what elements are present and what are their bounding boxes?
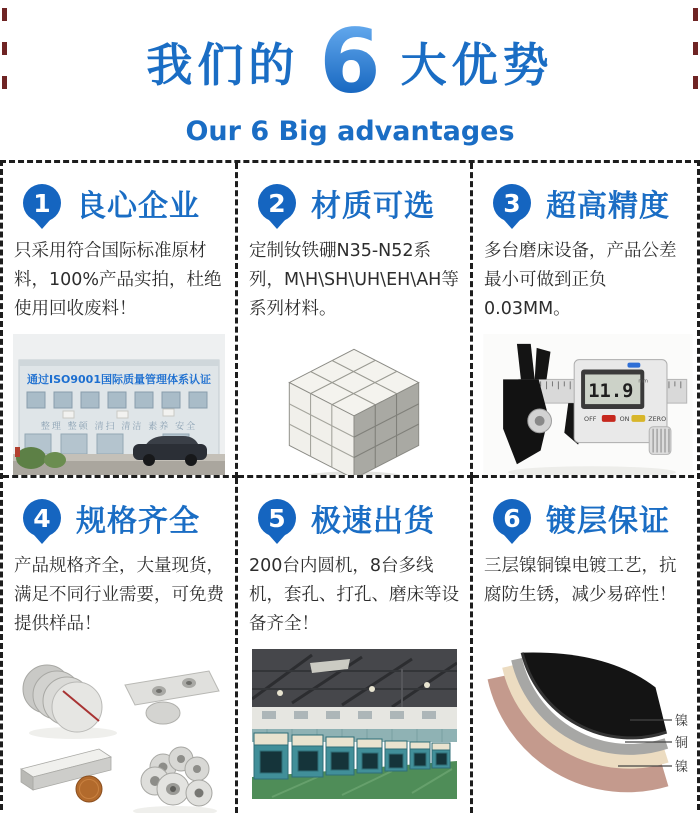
number-badge: 6 [493, 499, 531, 537]
corner-dash-mark [2, 8, 7, 21]
card-body-text: 定制钕铁硼N35-N52系列，M\H\SH\UH\EH\AH等系列材料。 [249, 241, 459, 320]
card-title: 良心企业 [76, 189, 200, 224]
card-material-options [238, 163, 473, 478]
layer-label-copper: 铜 [675, 736, 689, 752]
factory-building-image [11, 334, 227, 478]
caliper-zero-label: ZERO [648, 415, 667, 424]
card-high-precision [473, 163, 700, 478]
card-title: 极速出货 [311, 504, 435, 539]
iso-sign-text: 通过ISO9001国际质量管理体系认证 [27, 373, 211, 387]
card-title: 材质可选 [311, 189, 435, 224]
number-badge: 4 [23, 499, 61, 537]
card-coating-guarantee [473, 478, 700, 813]
card-body-text: 多台磨床设备，产品公差最小可做到正负0.03MM。 [484, 241, 677, 320]
corner-dash-mark [693, 8, 698, 21]
coating-layers-image [481, 620, 695, 804]
caliper-on-label: ON [619, 415, 630, 424]
digital-caliper-image [481, 334, 695, 478]
card-title: 镀层保证 [546, 504, 670, 539]
number-badge: 2 [258, 184, 296, 222]
page-header [0, 0, 700, 160]
card-header [23, 496, 227, 540]
coating-layers-illustration [482, 620, 694, 804]
title-suffix: 大优势 [400, 38, 554, 92]
factory-building-illustration [13, 334, 225, 478]
corner-dash-mark [693, 76, 698, 89]
card-fast-shipping [238, 478, 473, 813]
number-badge: 1 [23, 184, 61, 222]
workshop-machines-illustration [252, 649, 457, 799]
magnet-products-image [11, 649, 227, 813]
cube-magnets-illustration [256, 334, 452, 478]
card-body-text: 产品规格齐全，大量现货，满足不同行业需要，可免费提供样品！ [14, 556, 224, 635]
caliper-unit-label: mm [638, 378, 648, 385]
cube-magnets-image [246, 334, 462, 478]
number-badge: 3 [493, 184, 531, 222]
caliper-lcd-reading: 11.9 [588, 381, 634, 403]
card-title: 规格齐全 [76, 504, 200, 539]
magnet-products-illustration [13, 649, 225, 813]
caliper-off-label: OFF [584, 415, 597, 424]
card-header [493, 496, 695, 540]
corner-dash-mark [2, 76, 7, 89]
workshop-machines-image [246, 649, 462, 799]
number-badge: 5 [258, 499, 296, 537]
title-number: 6 [319, 10, 381, 114]
card-header [258, 496, 462, 540]
layer-label-nickel-inner: 镍 [675, 760, 689, 776]
page-subtitle: Our 6 Big advantages [185, 116, 515, 147]
card-body-text: 200台内圆机，8台多线机，套孔、打孔、磨床等设备齐全！ [249, 556, 459, 635]
title-prefix: 我们的 [146, 38, 300, 92]
caliper-zero-button [631, 415, 645, 422]
card-body-text: 三层镍铜镍电镀工艺，抗腐防生锈，减少易碎性！ [484, 556, 677, 606]
card-header [493, 181, 695, 225]
advantages-grid [0, 160, 700, 810]
page-title [0, 0, 700, 114]
card-body-text: 只采用符合国际标准原材料，100%产品实拍，杜绝使用回收废料！ [14, 241, 222, 320]
caliper-on-button [602, 415, 616, 422]
digital-caliper-illustration [483, 334, 693, 478]
corner-dash-mark [2, 42, 7, 55]
corner-dash-mark [693, 42, 698, 55]
card-header [258, 181, 462, 225]
slogan-sign-text: 整理 整顿 清扫 清洁 素养 安全 [40, 422, 198, 433]
card-title: 超高精度 [546, 189, 670, 224]
card-honest-company [3, 163, 238, 478]
layer-label-nickel-outer: 镍 [675, 714, 689, 730]
card-full-specifications [3, 478, 238, 813]
card-header [23, 181, 227, 225]
